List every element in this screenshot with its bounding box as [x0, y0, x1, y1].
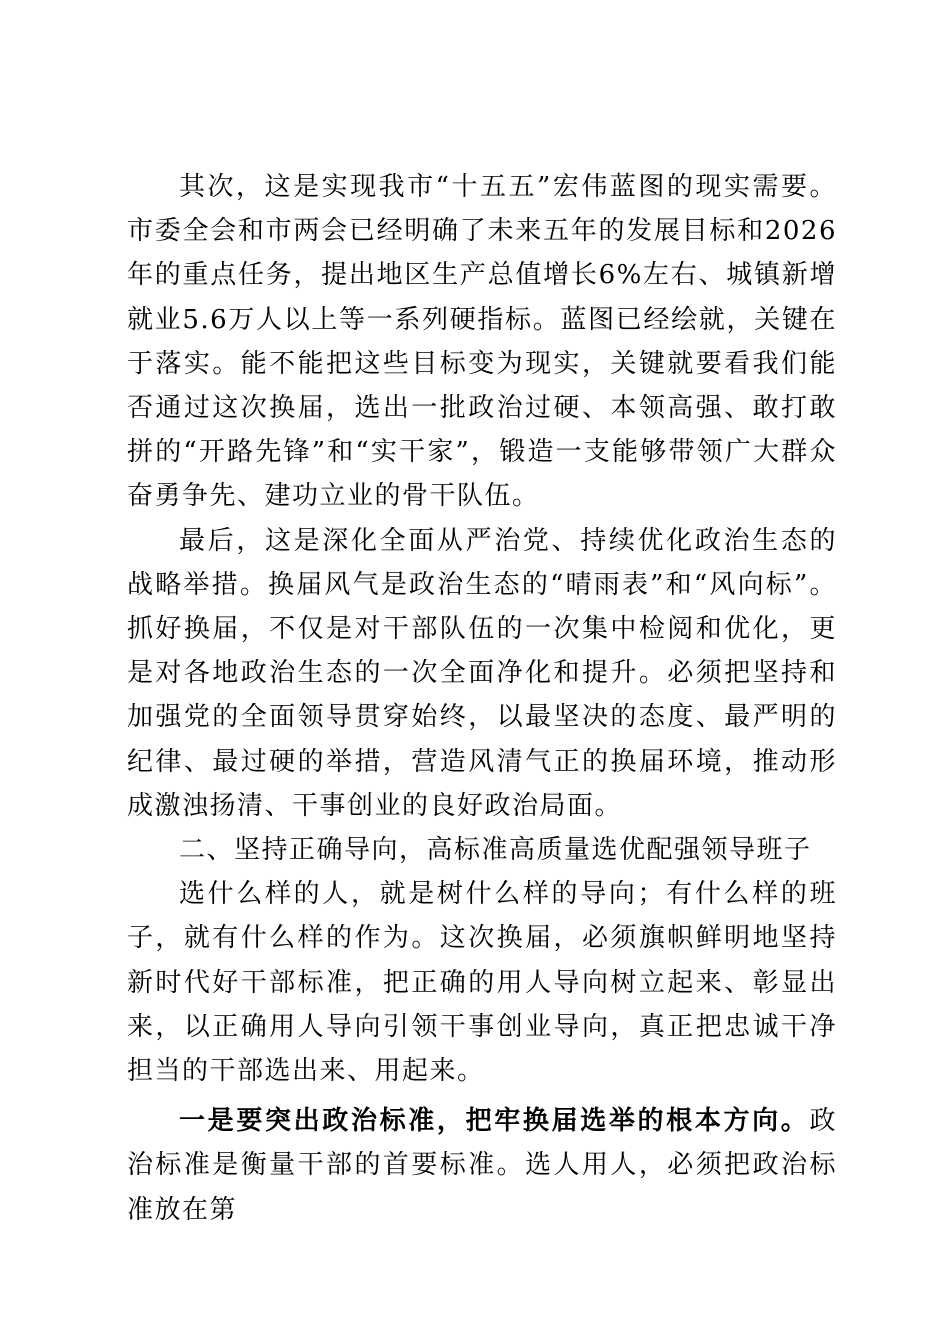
paragraph-finally: 最后，这是深化全面从严治党、持续优化政治生态的战略举措。换届风气是政治生态的“晴雨表”和“风向标”。抓好换届，不仅是对干部队伍的一次集中检阅和优化，更是对各地政治生态的一次全面净化和提升。必须把坚持和加强党的全面领导贯穿始终，以最坚决的态度、最严明的纪律、最过硬的举措，营造风清气正的换届环境，推动形成激浊扬清、干事创业的良好政治局面。 — [127, 525, 837, 821]
paragraph-rest: 政治标准是衡量干部的首要标准。选人用人，必须把政治标准放在第 — [127, 1106, 837, 1225]
paragraph-orientation: 选什么样的人，就是树什么样的导向；有什么样的班子，就有什么样的作为。这次换届，必须旗帜鲜明地坚持新时代好干部标准，把正确的用人导向树立起来、彰显出来，以正确用人导向引领干事创业导向，真正把忠诚干净担当的干部选出来、用起来。 — [127, 879, 837, 1087]
bold-lead-sentence: 一是要突出政治标准，把牢换届选举的根本方向。 — [179, 1106, 810, 1137]
paragraph-secondly: 其次，这是实现我市“十五五”宏伟蓝图的现实需要。市委全会和市两会已经明确了未来五年的发展目标和2026年的重点任务，提出地区生产总值增长6%左右、城镇新增就业5.6万人以上等一系列硬指标。蓝图已经绘就，关键在于落实。能不能把这些目标变为现实，关键就要看我们能否通过这次换届，选出一批政治过硬、本领高强、敢打敢拼的“开路先锋”和“实干家”，锻造一支能够带领广大群众奋勇争先、建功立业的骨干队伍。 — [127, 172, 837, 512]
paragraph-political-standard — [127, 1099, 837, 1232]
section-heading: 二、坚持正确导向，高标准高质量选优配强领导班子 — [179, 835, 812, 866]
document-body — [127, 165, 837, 1232]
